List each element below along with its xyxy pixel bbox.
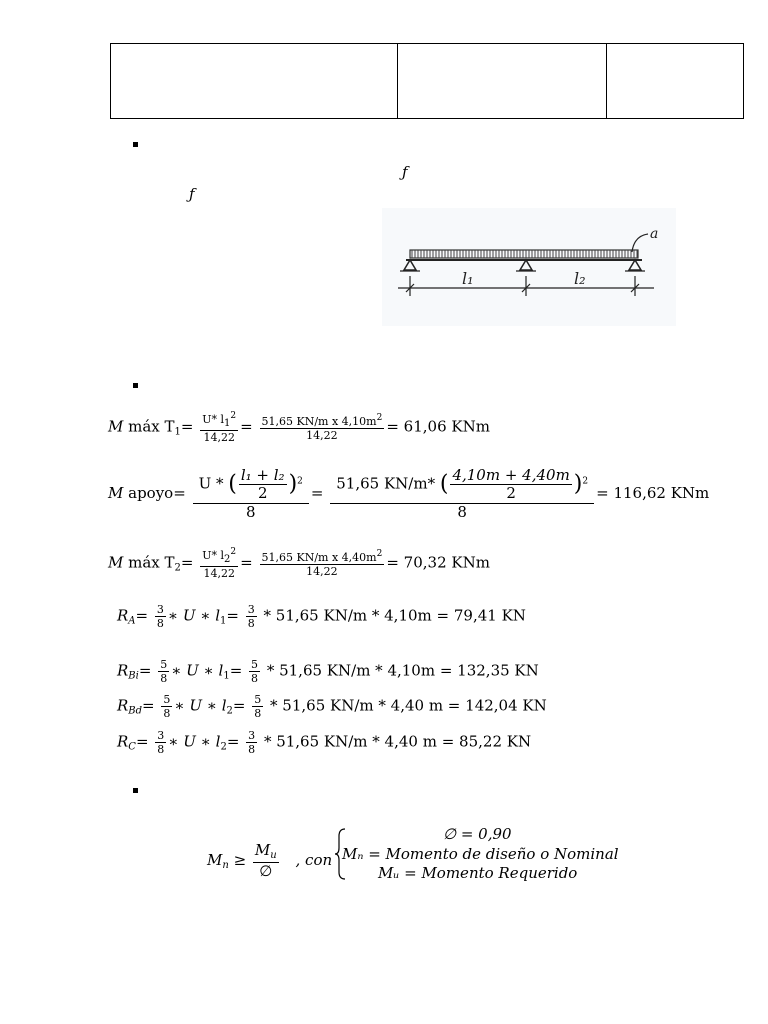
fraction: 51,65 KN/m* ( $\frac{4,10m + 4,40m}{2}$ )$^2$ 8 bbox=[330, 468, 594, 520]
design-line-3: Mᵤ = Momento Requerido bbox=[378, 864, 578, 882]
eq-sub: C bbox=[128, 741, 136, 753]
eq-result: * 51,65 KN/m * 4,40 m = 85,22 KN bbox=[263, 732, 532, 751]
eq-mid: ∗ U ∗ l bbox=[174, 696, 227, 715]
fraction: $\frac{M_u}{\emptyset}$ bbox=[254, 841, 277, 880]
header-table bbox=[110, 43, 744, 119]
support-c bbox=[629, 260, 641, 270]
support-a bbox=[404, 260, 416, 270]
label-l1: l₁ bbox=[462, 269, 474, 288]
label-a: a bbox=[650, 226, 659, 242]
fraction: $\frac{5}{8}$ bbox=[160, 658, 168, 685]
equation-rc: $R_C=$ $\frac{3}{8}$ ∗ U ∗ $l_2=$ $\frac{3}{8}$ * 51,65 KN/m * 4,40 m = 85,22 KN bbox=[117, 729, 532, 756]
equation-ra: $R_A=$ $\frac{3}{8}$ ∗ U ∗ $l_1=$ $\frac{3}{8}$ * 51,65 KN/m * 4,10m = 79,41 KN bbox=[117, 603, 526, 630]
fraction bbox=[200, 548, 238, 579]
stray-glyph: ƒ bbox=[189, 185, 195, 203]
frac-den: 8 bbox=[245, 503, 256, 521]
bullet-3 bbox=[133, 788, 138, 793]
beam-diagram bbox=[382, 208, 676, 326]
frac-sub: 1 bbox=[224, 418, 231, 429]
design-line-2: Mₙ = Momento de diseño o Nominal bbox=[342, 845, 619, 863]
frac-num: 51,65 KN/m x 4,10m bbox=[261, 415, 377, 428]
fraction: $\frac{3}{8}$ bbox=[248, 729, 256, 756]
eq-var: M bbox=[108, 553, 124, 572]
equation-m-max-t2: M máx $T_2=$ $\frac{U* l2^2}{14,22}$ = $\frac{51,65 KN/m x 4,40m^2}{14,22}$ = 70,32 KNm bbox=[108, 547, 490, 580]
fraction: $\frac{5}{8}$ bbox=[251, 658, 259, 685]
distributed-load bbox=[410, 250, 638, 258]
bullet-2 bbox=[133, 383, 138, 388]
eq-sub: 1 bbox=[174, 426, 181, 438]
eq-var: M bbox=[108, 484, 124, 502]
stray-glyph: ƒ bbox=[402, 163, 408, 181]
eq-sub: A bbox=[128, 615, 136, 627]
eq-sub: 2 bbox=[174, 562, 181, 574]
frac-num: U* l bbox=[202, 549, 225, 562]
design-condition bbox=[207, 823, 627, 883]
eq-result: * 51,65 KN/m * 4,10m = 79,41 KN bbox=[263, 606, 526, 625]
eq-sub: Bd bbox=[128, 705, 143, 717]
fraction: $\frac{3}{8}$ bbox=[157, 729, 165, 756]
support-b bbox=[520, 260, 532, 270]
inner-fraction: $\frac{4,10m + 4,40m}{2}$ bbox=[452, 466, 570, 502]
frac-num: 51,65 KN/m* bbox=[336, 474, 440, 493]
eq-label: máx T bbox=[123, 553, 175, 572]
eq-result: = 70,32 KNm bbox=[386, 553, 490, 572]
eq-var: R bbox=[117, 661, 129, 680]
eq-label: apoyo= bbox=[123, 484, 186, 502]
eq-mid: ∗ U ∗ l bbox=[168, 732, 221, 751]
leader-a bbox=[632, 234, 648, 252]
eq-sub: 1 bbox=[223, 670, 230, 682]
header-cell-3 bbox=[607, 44, 744, 119]
bullet-1 bbox=[133, 142, 138, 147]
equation-rbi: $R_{Bi}=$ $\frac{5}{8}$ ∗ U ∗ $l_1=$ $\frac{5}{8}$ * 51,65 KN/m * 4,10m = 132,35 KN bbox=[117, 658, 539, 685]
eq-var: R bbox=[117, 606, 129, 625]
fraction: $\frac{3}{8}$ bbox=[156, 603, 164, 630]
label-l2: l₂ bbox=[574, 269, 586, 288]
eq-label: máx T bbox=[123, 417, 175, 436]
equation-m-max-t1: M máx $T_1=$ $\frac{U* l1^2}{14,22}$ = $\frac{51,65 KN/m x 4,10m^2}{14,22}$ = 61,06 KNm bbox=[108, 411, 490, 444]
equation-rbd: $R_{Bd}=$ $\frac{5}{8}$ ∗ U ∗ $l_2=$ $\frac{5}{8}$ * 51,65 KN/m * 4,40 m = 142,04 KN bbox=[117, 693, 547, 720]
eq-result: * 51,65 KN/m * 4,40 m = 142,04 KN bbox=[270, 696, 547, 715]
eq-sub: 2 bbox=[220, 741, 227, 753]
frac-den: 8 bbox=[457, 503, 467, 521]
fraction: $\frac{3}{8}$ bbox=[247, 603, 255, 630]
eq-mid: ∗ U ∗ l bbox=[167, 606, 221, 625]
frac-den: 14,22 bbox=[203, 431, 235, 444]
frac-sup: 2 bbox=[376, 549, 383, 559]
eq-result: * 51,65 KN/m * 4,10m = 132,35 KN bbox=[266, 661, 539, 680]
equation-m-apoyo: M apoyo= U * ( $\frac{\text{l₁ + l₂}}{2}$ )$^2$ 8 = 51,65 KN/m* ( $\frac{4,10m + 4,40m}{2}$ )$^2$ 8 = 116,62 KNm bbox=[108, 466, 710, 521]
fraction: $\frac{5}{8}$ bbox=[163, 693, 171, 720]
eq-var: M bbox=[108, 417, 124, 436]
design-lhs: $M_n$ ≥ $\frac{M_u}{\emptyset}$ , con bbox=[207, 841, 333, 880]
eq-var: R bbox=[117, 696, 129, 715]
inner-fraction: $\frac{\text{l₁ + l₂}}{2}$ bbox=[240, 466, 285, 502]
eq-result: = 61,06 KNm bbox=[386, 417, 490, 436]
frac-den: 14,22 bbox=[306, 429, 338, 442]
eq-mid: ∗ U ∗ l bbox=[171, 661, 224, 680]
header-cell-2 bbox=[398, 44, 607, 119]
frac-num: U* l bbox=[202, 413, 225, 426]
eq-sub: Bi bbox=[128, 670, 139, 682]
fraction bbox=[260, 550, 385, 577]
fraction: U * ( $\frac{\text{l₁ + l₂}}{2}$ )$^2$ 8 bbox=[193, 468, 309, 520]
beam-figure bbox=[382, 208, 676, 326]
fraction bbox=[200, 412, 238, 443]
fraction bbox=[260, 414, 385, 441]
eq-sub: 1 bbox=[220, 615, 227, 627]
frac-sup: 2 bbox=[297, 476, 303, 487]
frac-den: 14,22 bbox=[306, 565, 338, 578]
frac-sub: 2 bbox=[224, 554, 231, 565]
frac-den: 14,22 bbox=[203, 567, 235, 580]
header-cell-1 bbox=[111, 44, 398, 119]
frac-num: U * bbox=[198, 474, 229, 493]
frac-num: 51,65 KN/m x 4,40m bbox=[261, 551, 377, 564]
frac-sup: 2 bbox=[230, 547, 237, 557]
eq-sub: 2 bbox=[226, 705, 233, 717]
eq-var: R bbox=[117, 732, 129, 751]
frac-sup: 2 bbox=[376, 413, 383, 423]
frac-sup: 2 bbox=[582, 476, 589, 487]
design-line-1: ∅ = 0,90 bbox=[443, 825, 512, 843]
fraction: $\frac{5}{8}$ bbox=[254, 693, 262, 720]
eq-result: = 116,62 KNm bbox=[596, 484, 710, 502]
frac-sup: 2 bbox=[230, 411, 237, 421]
